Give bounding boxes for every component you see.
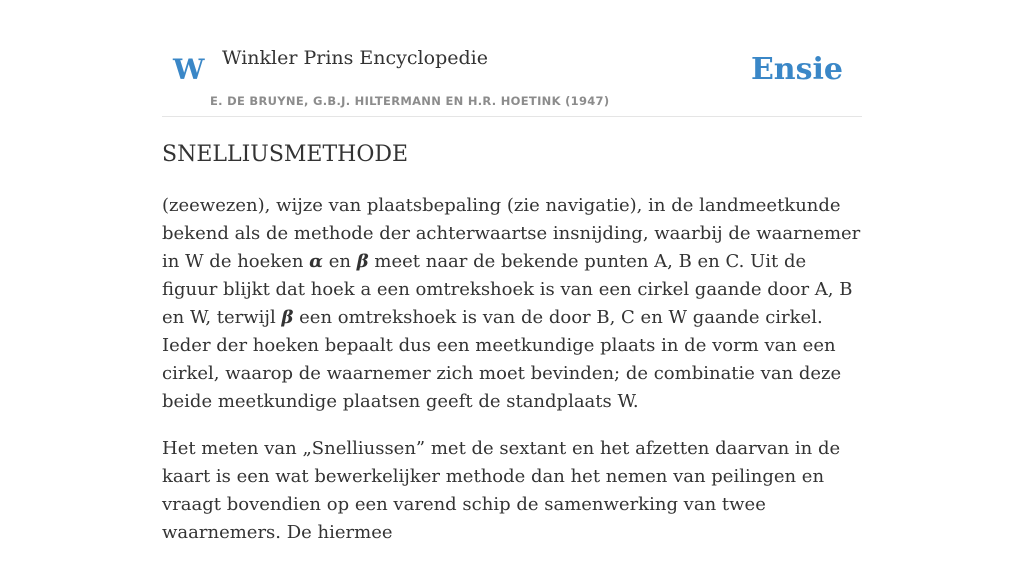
ensie-logo-link[interactable]: Ensie (750, 52, 843, 87)
site-header (162, 0, 862, 117)
beta-symbol: β (281, 307, 294, 328)
article-title: SNELLIUSMETHODE (162, 142, 409, 167)
paragraph-text: meet naar de bekende punten A, B en C. Uit de figuur blijkt dat hoek a een omtrekshoek is van een cirkel gaande door A, B en W, terwijl (162, 251, 853, 328)
beta-symbol: β (356, 251, 369, 272)
alpha-symbol: α (309, 251, 324, 272)
paragraph-text: en (323, 251, 357, 272)
page (162, 0, 862, 543)
site-logo-icon[interactable]: W (173, 53, 205, 86)
article-paragraph-1 (162, 192, 864, 416)
paragraph-text: (zeewezen), wijze van plaatsbepaling (zie navigatie), in de landmeetkunde bekend als de methode der achterwaartse insnijding, waarbij de waarnemer in W de hoeken (162, 195, 861, 272)
source-authors: E. DE BRUYNE, G.B.J. HILTERMANN EN H.R. HOETINK (1947) (210, 94, 610, 108)
article-body (162, 192, 864, 566)
source-title[interactable]: Winkler Prins Encyclopedie (222, 47, 488, 69)
paragraph-text: een omtrekshoek is van de door B, C en W gaande cirkel. Ieder der hoeken bepaalt dus een meetkundige plaats in de vorm van een cirkel, waarop de waarnemer zich moet bevinden; de combinatie van deze beide meetkundige plaatsen geeft de standplaats W. (162, 307, 842, 412)
article-paragraph-2: Het meten van „Snelliussen” met de sextant en het afzetten daarvan in de kaart is een wat bewerkelijker methode dan het nemen van peilingen en vraagt bovendien op een varend schip de samenwerking van twee waarnemers. De hiermee (162, 438, 841, 543)
